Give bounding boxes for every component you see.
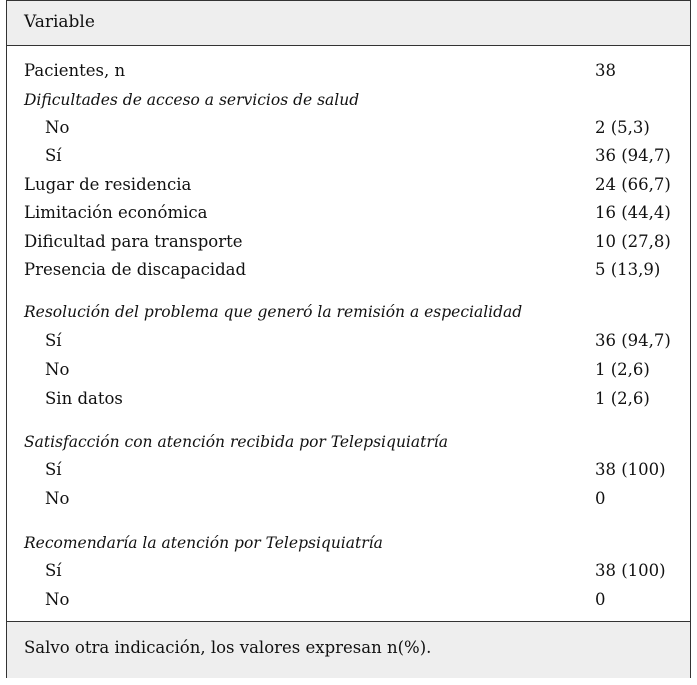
- row-value: 0: [595, 590, 606, 609]
- footnote: Salvo otra indicación, los valores expresan n(%).: [24, 638, 432, 657]
- table-row: [7, 229, 690, 255]
- row-value: 24 (66,7): [595, 175, 671, 194]
- table-row: [7, 172, 690, 198]
- row-label: Presencia de discapacidad: [24, 260, 247, 279]
- table-row: [7, 87, 690, 113]
- row-value: 38 (100): [595, 561, 666, 580]
- row-value: 16 (44,4): [595, 203, 671, 222]
- table-row: [7, 486, 690, 512]
- row-value: 38: [595, 61, 616, 80]
- row-value: 1 (2,6): [595, 389, 650, 408]
- row-label: Sí: [45, 331, 62, 350]
- row-label: Dificultad para transporte: [24, 232, 243, 251]
- row-label: No: [45, 118, 70, 137]
- table-row: [7, 115, 690, 141]
- section-label: Resolución del problema que generó la remisión a especialidad: [24, 303, 523, 321]
- row-label: Pacientes, n: [24, 61, 126, 80]
- row-value: 2 (5,3): [595, 118, 650, 137]
- row-value: 1 (2,6): [595, 360, 650, 379]
- table-row: [7, 299, 690, 325]
- table-row: [7, 558, 690, 584]
- table-row: [7, 328, 690, 354]
- table-body: [7, 46, 690, 621]
- column-header-variable: Variable: [24, 12, 95, 32]
- row-label: Limitación económica: [24, 203, 208, 222]
- table-row: [7, 357, 690, 383]
- row-value: 5 (13,9): [595, 260, 661, 279]
- table-row: [7, 143, 690, 169]
- row-label: No: [45, 360, 70, 379]
- table-row: [7, 587, 690, 613]
- row-value: 0: [595, 489, 606, 508]
- table-header: [7, 1, 690, 46]
- table-row: [7, 58, 690, 84]
- row-label: Sí: [45, 561, 62, 580]
- row-label: Sin datos: [45, 389, 123, 408]
- table-row: [7, 386, 690, 412]
- table-row: [7, 457, 690, 483]
- row-value: 36 (94,7): [595, 146, 671, 165]
- row-value: 10 (27,8): [595, 232, 671, 251]
- row-value: 38 (100): [595, 460, 666, 479]
- table-row: [7, 429, 690, 455]
- section-label: Satisfacción con atención recibida por Telepsiquiatría: [24, 433, 448, 451]
- data-table: [6, 0, 691, 678]
- table-row: [7, 200, 690, 226]
- section-label: Recomendaría la atención por Telepsiquiatría: [24, 534, 383, 552]
- row-value: 36 (94,7): [595, 331, 671, 350]
- section-label: Dificultades de acceso a servicios de salud: [24, 91, 360, 109]
- row-label: Sí: [45, 146, 62, 165]
- row-label: No: [45, 489, 70, 508]
- row-label: Lugar de residencia: [24, 175, 192, 194]
- table-footer: [7, 621, 690, 678]
- table-row: [7, 530, 690, 556]
- table-row: [7, 257, 690, 283]
- row-label: Sí: [45, 460, 62, 479]
- row-label: No: [45, 590, 70, 609]
